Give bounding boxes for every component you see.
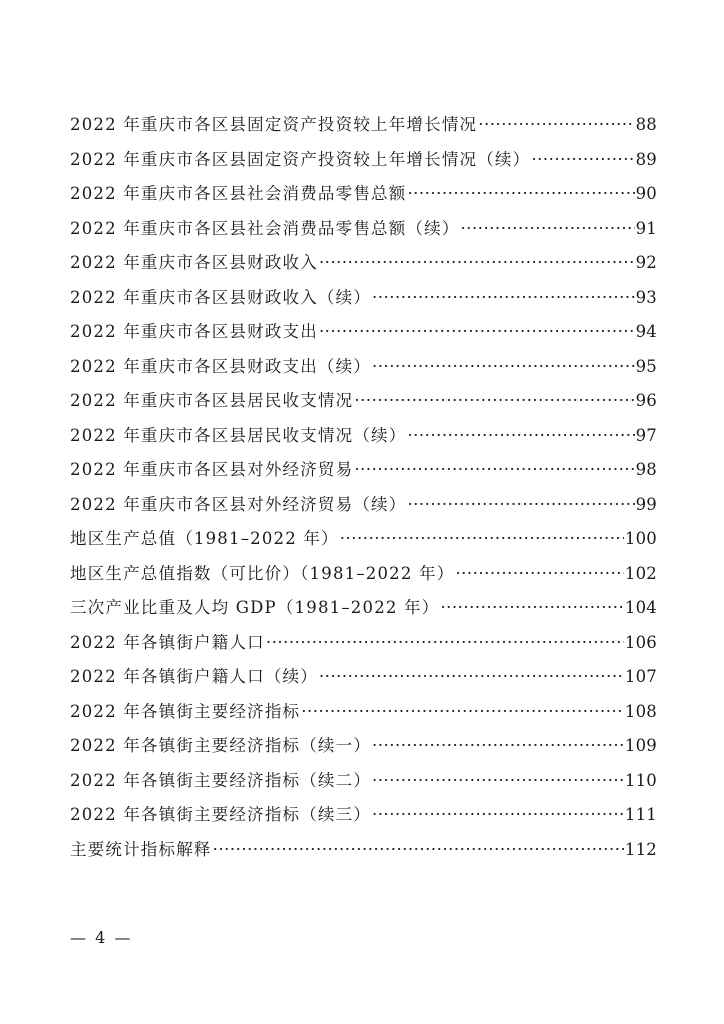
- toc-entry-title: 2022 年重庆市各区县社会消费品零售总额（续）: [70, 218, 460, 238]
- dot-leader: [455, 557, 623, 592]
- toc-entry-title: 2022 年重庆市各区县对外经济贸易（续）: [70, 494, 407, 514]
- toc-entry-title: 三次产业比重及人均 GDP（1981–2022 年）: [70, 598, 440, 617]
- dot-leader: [531, 143, 634, 178]
- toc-entry[interactable]: [70, 315, 657, 350]
- toc-entry-title: 2022 年重庆市各区县财政收入: [70, 253, 318, 272]
- toc-entry-page: 107: [624, 667, 657, 686]
- dot-leader: [407, 488, 634, 523]
- toc-entry-page: 94: [635, 322, 657, 341]
- toc-entry[interactable]: [70, 522, 657, 557]
- dot-leader: [478, 108, 634, 143]
- toc-entry[interactable]: [70, 419, 657, 454]
- dot-leader: [372, 350, 635, 385]
- toc-entry[interactable]: [70, 246, 657, 281]
- page-number: — 4 —: [70, 928, 133, 947]
- toc-entry-title: 2022 年重庆市各区县居民收支情况（续）: [70, 425, 407, 445]
- toc-entry-title: 2022 年重庆市各区县居民收支情况: [70, 391, 354, 410]
- dot-leader: [461, 212, 635, 247]
- toc-entry-page: 111: [624, 805, 657, 824]
- toc-entry-page: 108: [624, 701, 657, 721]
- toc-entry-page: 88: [635, 115, 657, 134]
- toc-entry[interactable]: [70, 729, 657, 764]
- toc-entry-page: 100: [624, 529, 657, 548]
- dot-leader: [319, 246, 635, 281]
- dot-leader: [372, 281, 635, 316]
- toc-entry-title: 2022 年各镇街主要经济指标（续一）: [70, 736, 372, 755]
- toc-entry[interactable]: [70, 281, 657, 316]
- toc-entry-title: 2022 年各镇街主要经济指标: [70, 701, 301, 721]
- toc-entry-title: 2022 年重庆市各区县财政收入（续）: [70, 287, 372, 307]
- toc-entry-title: 地区生产总值指数（可比价）（1981–2022 年）: [70, 563, 455, 583]
- dot-leader: [340, 522, 624, 557]
- toc-entry-page: 110: [624, 770, 657, 790]
- dot-leader: [372, 798, 624, 833]
- toc-entry[interactable]: [70, 764, 657, 799]
- toc-entry[interactable]: [70, 626, 657, 661]
- dot-leader: [354, 453, 634, 488]
- toc-entry-page: 104: [624, 598, 657, 617]
- toc-entry-page: 95: [635, 356, 657, 376]
- dot-leader: [213, 833, 624, 868]
- toc-entry[interactable]: [70, 695, 657, 730]
- dot-leader: [407, 177, 634, 212]
- toc-entry[interactable]: [70, 177, 657, 212]
- toc-entry-title: 2022 年重庆市各区县财政支出（续）: [70, 356, 372, 376]
- toc-entry-page: 89: [635, 149, 657, 169]
- toc-entry-page: 93: [635, 287, 657, 307]
- toc-entry-page: 109: [624, 736, 657, 755]
- toc-entry-page: 96: [635, 391, 657, 410]
- table-of-contents: [70, 108, 657, 867]
- toc-entry-page: 106: [624, 632, 657, 652]
- dot-leader: [440, 591, 623, 626]
- dot-leader: [372, 729, 624, 764]
- toc-entry[interactable]: [70, 453, 657, 488]
- toc-entry-title: 主要统计指标解释: [70, 839, 212, 859]
- toc-entry-page: 90: [635, 184, 657, 203]
- toc-entry[interactable]: [70, 591, 657, 626]
- toc-entry-title: 2022 年各镇街户籍人口（续）: [70, 667, 318, 686]
- toc-entry-page: 99: [635, 494, 657, 514]
- toc-entry-title: 2022 年各镇街主要经济指标（续三）: [70, 805, 372, 824]
- toc-entry-title: 地区生产总值（1981–2022 年）: [70, 529, 339, 548]
- toc-entry[interactable]: [70, 384, 657, 419]
- toc-entry[interactable]: [70, 833, 657, 868]
- toc-entry-page: 98: [635, 460, 657, 479]
- toc-entry[interactable]: [70, 660, 657, 695]
- toc-entry[interactable]: [70, 108, 657, 143]
- toc-entry-page: 102: [624, 563, 657, 583]
- dot-leader: [354, 384, 634, 419]
- toc-entry-title: 2022 年重庆市各区县财政支出: [70, 322, 318, 341]
- toc-entry-page: 92: [635, 253, 657, 272]
- toc-entry-title: 2022 年重庆市各区县对外经济贸易: [70, 460, 354, 479]
- toc-entry-title: 2022 年各镇街户籍人口: [70, 632, 265, 652]
- toc-entry-title: 2022 年各镇街主要经济指标（续二）: [70, 770, 372, 790]
- toc-entry[interactable]: [70, 557, 657, 592]
- toc-entry-title: 2022 年重庆市各区县固定资产投资较上年增长情况（续）: [70, 149, 531, 169]
- dot-leader: [372, 764, 624, 799]
- dot-leader: [319, 315, 635, 350]
- toc-entry-page: 112: [624, 839, 657, 859]
- toc-entry-page: 97: [635, 425, 657, 445]
- dot-leader: [301, 695, 624, 730]
- toc-entry[interactable]: [70, 212, 657, 247]
- toc-entry-page: 91: [635, 218, 657, 238]
- dot-leader: [319, 660, 624, 695]
- toc-entry-title: 2022 年重庆市各区县社会消费品零售总额: [70, 184, 407, 203]
- dot-leader: [266, 626, 624, 661]
- toc-entry[interactable]: [70, 350, 657, 385]
- toc-entry[interactable]: [70, 798, 657, 833]
- toc-entry[interactable]: [70, 488, 657, 523]
- toc-entry[interactable]: [70, 143, 657, 178]
- dot-leader: [407, 419, 634, 454]
- toc-entry-title: 2022 年重庆市各区县固定资产投资较上年增长情况: [70, 115, 478, 134]
